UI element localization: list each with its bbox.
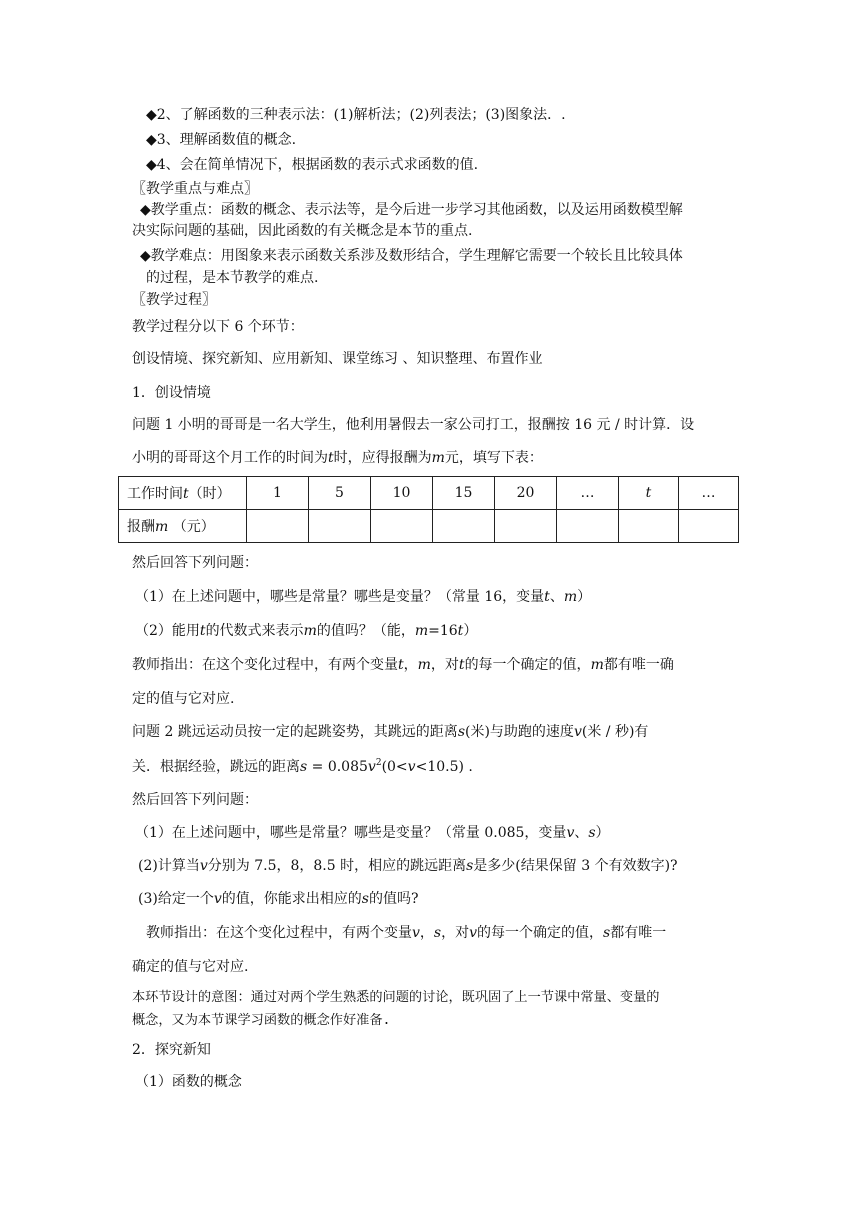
table-cell: [309, 510, 371, 543]
table-cell: …: [557, 477, 619, 510]
table-cell: [679, 510, 739, 543]
table-row: [119, 477, 739, 510]
objective-3: ◆3、理解函数值的概念.: [146, 132, 297, 148]
problem-1-line-1: 问题 1 小明的哥哥是一名大学生，他利用暑假去一家公司打工，报酬按 16 元 / 时计算．设: [132, 417, 695, 433]
wage-table: [118, 476, 739, 543]
table-cell: [247, 510, 309, 543]
then-answer-1: 然后回答下列问题：: [132, 555, 258, 571]
problem-1-line-2: 小明的哥哥这个月工作的时间为t时，应得报酬为m元，填写下表：: [132, 450, 543, 466]
question-2-2: (2)计算当v分别为 7.5，8，8.5 时，相应的跳远距离s是多少(结果保留 3 个有效数字)?: [138, 858, 678, 874]
section-2-title: 2．探究新知: [132, 1042, 211, 1058]
difficulty-line-2: 的过程，是本节教学的难点.: [146, 270, 319, 286]
problem-2-line-2: 关．根据经验，跳远的距离$s = 0.085v^2(0<v<10.5)$ .: [132, 758, 473, 775]
table-cell: t: [619, 477, 679, 510]
question-2-1: （1）在上述问题中，哪些是常量？哪些是变量？（常量 0.085，变量v、s）: [135, 825, 610, 841]
process-intro: 教学过程分以下 6 个环节：: [132, 319, 304, 335]
teacher-note-2-line-2: 确定的值与它对应.: [132, 959, 249, 975]
table-cell: 15: [433, 477, 495, 510]
difficulty-line-1: ◆教学难点：用图象来表示函数关系涉及数形结合，学生理解它需要一个较长且比较具体: [140, 248, 683, 264]
objective-2: ◆2、了解函数的三种表示法：(1)解析法；(2)列表法；(3)图象法．.: [146, 107, 566, 123]
process-heading: 〖教学过程〗: [132, 292, 216, 308]
teacher-note-2-line-1: 教师指出：在这个变化过程中，有两个变量v，s，对v的每一个确定的值，s都有唯一: [146, 925, 667, 941]
then-answer-2: 然后回答下列问题：: [132, 792, 258, 808]
question-1-1: （1）在上述问题中，哪些是常量？哪些是变量？（常量 16，变量t、m）: [135, 589, 592, 605]
table-cell: [619, 510, 679, 543]
design-intent-line-1: 本环节设计的意图：通过对两个学生熟悉的问题的讨论，既巩固了上一节课中常量、变量的: [132, 990, 660, 1005]
table-cell: [557, 510, 619, 543]
table-cell: 1: [247, 477, 309, 510]
table-cell: 10: [371, 477, 433, 510]
teacher-note-1-line-1: 教师指出：在这个变化过程中，有两个变量t，m，对t的每一个确定的值，m都有唯一确: [132, 657, 674, 673]
table-cell: [433, 510, 495, 543]
table-cell: [495, 510, 557, 543]
focus-line-1: ◆教学重点：函数的概念、表示法等，是今后进一步学习其他函数，以及运用函数模型解: [140, 202, 683, 218]
process-steps: 创设情境、探究新知、应用新知、课堂练习 、知识整理、布置作业: [132, 351, 543, 367]
section-1-title: 1．创设情境: [132, 385, 211, 401]
section-2-subtitle: （1）函数的概念: [135, 1074, 242, 1090]
key-points-heading: 〖教学重点与难点〗: [132, 181, 258, 197]
table-header-cell: 报酬m （元）: [119, 510, 247, 543]
design-intent-line-2: 概念，又为本节课学习函数的概念作好准备.: [132, 1013, 391, 1028]
table-header-cell: 工作时间t（时）: [119, 477, 247, 510]
focus-line-2: 决实际问题的基础，因此函数的有关概念是本节的重点.: [132, 223, 473, 239]
teacher-note-1-line-2: 定的值与它对应.: [132, 691, 235, 707]
question-2-3: (3)给定一个v的值，你能求出相应的s的值吗?: [138, 891, 419, 907]
table-cell: …: [679, 477, 739, 510]
table-row: [119, 510, 739, 543]
question-1-2: （2）能用t的代数式来表示m的值吗？（能，m=16t）: [135, 623, 478, 639]
table-cell: 5: [309, 477, 371, 510]
table-cell: 20: [495, 477, 557, 510]
objective-4: ◆4、会在简单情况下，根据函数的表示式求函数的值.: [146, 157, 479, 173]
problem-2-line-1: 问题 2 跳远运动员按一定的起跳姿势，其跳远的距离s(米)与助跑的速度v(米 / 秒)有: [132, 724, 649, 740]
table-cell: [371, 510, 433, 543]
